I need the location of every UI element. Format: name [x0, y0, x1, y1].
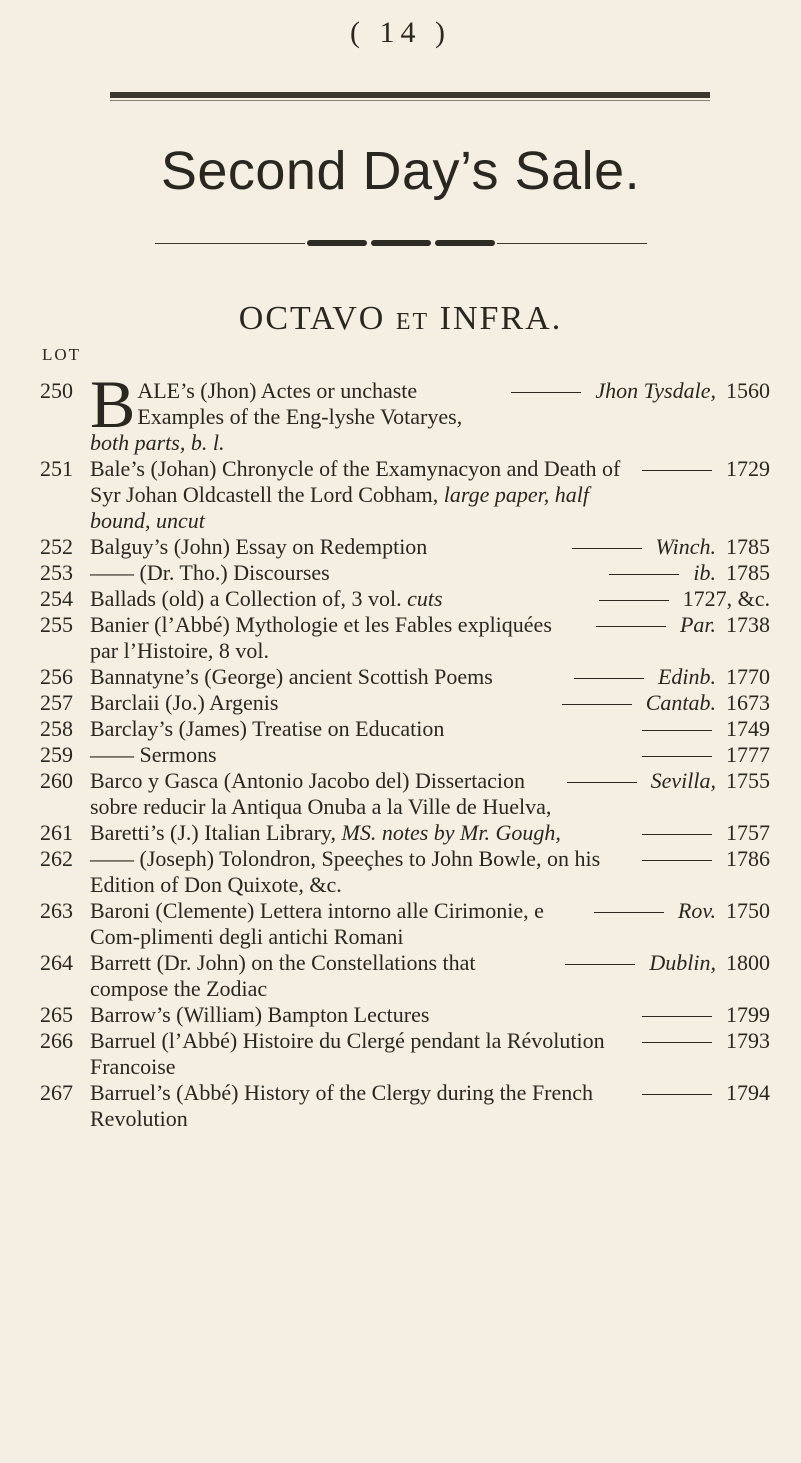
lot-imprint: [551, 950, 770, 976]
lot-description: [90, 560, 595, 586]
lot-number: 264: [40, 950, 73, 975]
drop-cap: B: [90, 366, 136, 442]
lot-entry: [40, 560, 770, 586]
lot-entry: [40, 456, 770, 534]
lot-imprint: [628, 1080, 770, 1106]
lot-text: Barco y Gasca (Antonio Jacobo del) Dissertacion sobre reducir la Antiqua Onuba a la Ville de Huelva,: [90, 768, 552, 819]
lot-entry: [40, 612, 770, 664]
lot-number: 261: [40, 820, 73, 845]
lot-number: 260: [40, 768, 73, 793]
lot-year: 1770: [726, 664, 770, 689]
lot-imprint: [553, 768, 770, 794]
lot-imprint: [497, 378, 770, 404]
leader-dash: [567, 782, 637, 783]
lot-text: Barruel (l’Abbé) Histoire du Clergé pendant la Révolution Francoise: [90, 1028, 605, 1079]
lot-entry: [40, 690, 770, 716]
leader-dash: [642, 730, 712, 731]
lot-description: [90, 366, 497, 456]
lot-year: 1785: [726, 534, 770, 559]
lot-description: [90, 1080, 628, 1132]
lot-entry: [40, 898, 770, 950]
lot-year: 1729: [726, 456, 770, 481]
lot-year: 1757: [726, 820, 770, 845]
lot-entry: [40, 664, 770, 690]
lot-edition-note: MS. notes by Mr. Gough,: [341, 820, 561, 845]
lot-description: [90, 716, 628, 742]
lot-number: 253: [40, 560, 73, 585]
leader-dash: [642, 756, 712, 757]
leader-dash: [562, 704, 632, 705]
lot-year: 1749: [726, 716, 770, 741]
lot-entries-list: [40, 366, 770, 1132]
lot-edition-note: cuts: [407, 586, 443, 611]
lot-place: Sevilla,: [650, 768, 716, 793]
lot-column-label: LOT: [42, 345, 82, 364]
lot-description: [90, 612, 582, 664]
lot-entry: [40, 534, 770, 560]
ornament-line-left: [155, 243, 305, 244]
lot-entry: [40, 1002, 770, 1028]
subhead-main: OCTAVO: [238, 300, 386, 337]
lot-imprint: [628, 820, 770, 846]
lot-number: 262: [40, 846, 73, 871]
lot-description: [90, 456, 628, 534]
lot-imprint: [628, 456, 770, 482]
lot-number: 251: [40, 456, 73, 481]
lot-year: 1673: [726, 690, 770, 715]
lot-text: Barrow’s (William) Bampton Lectures: [90, 1002, 430, 1027]
lot-text: Baroni (Clemente) Lettera intorno alle Cirimonie, e Com-plimenti degli antichi Romani: [90, 898, 544, 949]
leader-dash: [642, 1094, 712, 1095]
top-rule-thin: [110, 100, 710, 101]
lot-imprint: [560, 664, 770, 690]
leader-dash: [572, 548, 642, 549]
lot-text: Baretti’s (J.) Italian Library,: [90, 820, 342, 845]
lot-edition-note: both parts, b. l.: [90, 430, 225, 455]
lot-entry: [40, 586, 770, 612]
lot-imprint: [585, 586, 770, 612]
leader-dash: [574, 678, 644, 679]
lot-text: —— Sermons: [90, 742, 217, 767]
lot-imprint: [558, 534, 771, 560]
lot-entry: [40, 820, 770, 846]
lot-description: [90, 820, 628, 846]
subhead-end: INFRA.: [439, 300, 563, 337]
lot-number: 256: [40, 664, 73, 689]
ornament-center: [371, 240, 431, 246]
lot-text: Balguy’s (John) Essay on Redemption: [90, 534, 428, 559]
lot-number: 255: [40, 612, 73, 637]
lot-number: 258: [40, 716, 73, 741]
lot-imprint: [628, 1028, 770, 1054]
lot-text: —— (Dr. Tho.) Discourses: [90, 560, 330, 585]
lot-text: Bannatyne’s (George) ancient Scottish Poems: [90, 664, 493, 689]
lot-description: [90, 1002, 628, 1028]
lot-text: Bale’s (Johan) Chronycle of the Examynacyon and Death of Syr Johan Oldcastell the Lord Cobham,: [90, 456, 621, 507]
lot-entry: [40, 716, 770, 742]
lot-year: 1777: [726, 742, 770, 767]
lot-year: 1755: [726, 768, 770, 793]
lot-year: 1727, &c.: [682, 586, 770, 611]
lot-number: 263: [40, 898, 73, 923]
lot-text: Barclaii (Jo.) Argenis: [90, 690, 279, 715]
lot-entry: [40, 742, 770, 768]
ornament-divider: [0, 240, 801, 246]
lot-number: 254: [40, 586, 73, 611]
leader-dash: [511, 392, 581, 393]
lot-year: 1786: [726, 846, 770, 871]
lot-description: [90, 846, 628, 898]
lot-text: —— (Joseph) Tolondron, Speeçhes to John Bowle, on his Edition of Don Quixote, &c.: [90, 846, 601, 897]
subhead: [0, 300, 801, 338]
lot-entry: [40, 1028, 770, 1080]
leader-dash: [599, 600, 669, 601]
lot-place: Cantab.: [645, 690, 716, 715]
lot-imprint: [548, 690, 770, 716]
lot-entry: [40, 1080, 770, 1132]
lot-text: Barruel’s (Abbé) History of the Clergy during the French Revolution: [90, 1080, 594, 1131]
leader-dash: [642, 1016, 712, 1017]
lot-year: 1738: [726, 612, 770, 637]
lot-text: Barrett (Dr. John) on the Constellations that compose the Zodiac: [90, 950, 476, 1001]
lot-place: ib.: [693, 560, 716, 585]
section-title: Second Day’s Sale.: [160, 141, 641, 201]
lot-number: 259: [40, 742, 73, 767]
lot-entry: [40, 768, 770, 820]
lot-imprint: [595, 560, 770, 586]
lot-number: 267: [40, 1080, 73, 1105]
lot-description: [90, 950, 551, 1002]
lot-year: 1800: [726, 950, 770, 975]
leader-dash: [596, 626, 666, 627]
lot-entry: [40, 950, 770, 1002]
lot-description: [90, 690, 548, 716]
lot-description: [90, 742, 628, 768]
lot-year: 1794: [726, 1080, 770, 1105]
lot-text: Banier (l’Abbé) Mythologie et les Fables expliquées par l’Histoire, 8 vol.: [90, 612, 552, 663]
lot-year: 1793: [726, 1028, 770, 1053]
lot-year: 1799: [726, 1002, 770, 1027]
lot-description: [90, 1028, 628, 1080]
lot-entry: [40, 366, 770, 456]
lot-place: Dublin,: [649, 950, 716, 975]
lot-place: Rov.: [677, 898, 716, 923]
lot-place: Winch.: [655, 534, 716, 559]
lot-number: 266: [40, 1028, 73, 1053]
lot-place: Jhon Tysdale,: [595, 378, 716, 403]
lot-imprint: [628, 846, 770, 872]
leader-dash: [642, 1042, 712, 1043]
lot-imprint: [628, 742, 770, 768]
subhead-small: ET: [395, 309, 430, 335]
leader-dash: [594, 912, 664, 913]
lot-description: [90, 898, 580, 950]
top-rule: [110, 92, 710, 98]
ornament-center-left: [307, 240, 367, 246]
leader-dash: [565, 964, 635, 965]
lot-year: 1750: [726, 898, 770, 923]
lot-imprint: [580, 898, 770, 924]
leader-dash: [642, 860, 712, 861]
leader-dash: [642, 470, 712, 471]
lot-description: [90, 534, 558, 560]
lot-description: [90, 664, 560, 690]
lot-year: 1785: [726, 560, 770, 585]
lot-place: Edinb.: [657, 664, 716, 689]
lot-description: [90, 768, 553, 820]
lot-entry: [40, 846, 770, 898]
lot-place: Par.: [679, 612, 716, 637]
lot-number: 257: [40, 690, 73, 715]
lot-number: 250: [40, 378, 73, 403]
lot-imprint: [582, 612, 770, 638]
lot-text: Ballads (old) a Collection of, 3 vol.: [90, 586, 408, 611]
lot-number: 252: [40, 534, 73, 559]
page-number: ( 14 ): [350, 16, 451, 49]
lot-text: Barclay’s (James) Treatise on Education: [90, 716, 445, 741]
lot-imprint: [628, 716, 770, 742]
ornament-center-right: [435, 240, 495, 246]
lot-edition-note: large paper, half bound, uncut: [90, 482, 590, 533]
leader-dash: [642, 834, 712, 835]
lot-text: ALE’s (Jhon) Actes or unchaste Examples of the Eng-lyshe Votaryes,: [137, 378, 463, 429]
leader-dash: [609, 574, 679, 575]
lot-year: 1560: [726, 378, 770, 403]
lot-number: 265: [40, 1002, 73, 1027]
lot-description: [90, 586, 585, 612]
ornament-line-right: [497, 243, 647, 244]
lot-imprint: [628, 1002, 770, 1028]
